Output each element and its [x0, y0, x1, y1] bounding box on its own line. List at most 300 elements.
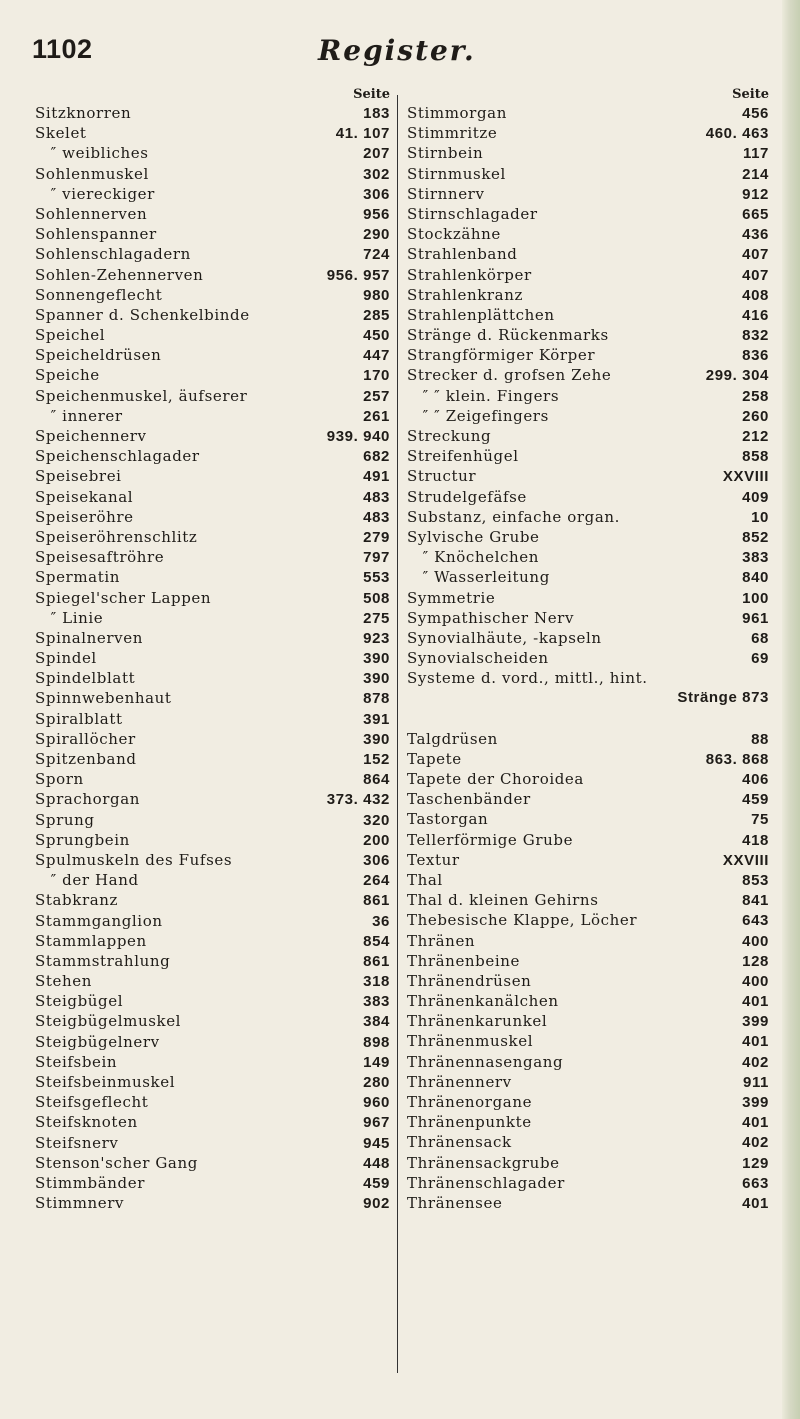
entry-term: Sprachorgan — [35, 790, 141, 809]
index-entry — [407, 890, 769, 910]
entry-pages: 279 — [363, 528, 390, 546]
entry-pages: 258 — [742, 387, 769, 405]
index-entry — [35, 527, 390, 547]
entry-pages: 207 — [363, 145, 390, 163]
entry-pages: 170 — [363, 367, 390, 385]
entry-term: Symmetrie — [407, 588, 496, 607]
entry-pages: 88 — [751, 730, 769, 748]
index-entry — [35, 547, 390, 567]
entry-pages: 864 — [363, 771, 390, 789]
index-entry — [35, 1052, 390, 1072]
entry-pages: 68 — [751, 629, 769, 647]
index-entry — [407, 1112, 769, 1132]
index-entry — [407, 1011, 769, 1031]
entry-pages: 264 — [363, 872, 390, 890]
index-entry — [407, 588, 769, 608]
entry-term: Strecker d. grofsen Zehe — [407, 366, 612, 385]
entry-pages: 408 — [742, 286, 769, 304]
entry-term: Streifenhügel — [407, 447, 519, 466]
index-entry — [407, 204, 769, 224]
entry-term: Spindelblatt — [35, 669, 136, 688]
entry-pages: 129 — [742, 1154, 769, 1172]
column-divider — [397, 95, 398, 1373]
entry-term: Speiche — [35, 366, 100, 385]
entry-pages: 290 — [363, 226, 390, 244]
entry-pages: 260 — [742, 407, 769, 425]
index-entry — [35, 305, 390, 325]
index-entry — [35, 830, 390, 850]
entry-pages: 257 — [363, 387, 390, 405]
index-entry — [35, 103, 390, 123]
entry-term: Steifsbeinmuskel — [35, 1073, 176, 1091]
entry-pages: 402 — [742, 1053, 769, 1071]
running-title: Register. — [318, 34, 476, 67]
index-entry — [407, 265, 769, 285]
entry-term: Sylvische Grube — [407, 527, 540, 546]
entry-pages: 797 — [363, 549, 390, 567]
index-entry — [35, 870, 390, 890]
index-entry — [407, 830, 769, 850]
entry-pages: 212 — [742, 428, 769, 445]
entry-term: Stabkranz — [35, 891, 119, 910]
column-header: Seite — [732, 87, 769, 102]
entry-pages: 400 — [742, 932, 769, 950]
entry-term: Sonnengeflecht — [35, 285, 163, 304]
entry-term: Speisekanal — [35, 487, 134, 506]
entry-pages: 41. 107 — [335, 125, 390, 143]
entry-term: Spulmuskeln des Fufses — [35, 850, 233, 869]
entry-pages: 836 — [742, 347, 769, 365]
entry-pages: 401 — [742, 1194, 769, 1212]
index-entry — [407, 1132, 769, 1152]
index-entry — [35, 567, 390, 587]
index-entry — [35, 588, 390, 608]
index-entry — [35, 1032, 390, 1052]
index-entry — [35, 890, 390, 910]
index-entry — [407, 809, 769, 829]
entry-term: Thränendrüsen — [407, 971, 532, 990]
index-entry — [35, 789, 390, 809]
index-entry — [407, 910, 769, 930]
index-entry — [35, 244, 390, 264]
index-entry — [35, 971, 390, 991]
entry-term: Speiseröhrenschlitz — [35, 527, 198, 546]
entry-term: ″ ″ klein. Fingers — [407, 386, 560, 405]
entry-pages: 841 — [742, 892, 769, 910]
entry-pages: 306 — [363, 185, 390, 203]
entry-pages: 491 — [363, 468, 390, 486]
entry-term: Stimmritze — [407, 124, 498, 143]
entry-term: ″ Wasserleitung — [407, 568, 550, 587]
entry-pages: 682 — [363, 448, 390, 466]
entry-term: Sohlenschlagadern — [35, 245, 191, 264]
index-entry — [35, 729, 390, 749]
entry-pages: 36 — [372, 912, 390, 930]
entry-pages: 400 — [742, 972, 769, 990]
index-entry — [407, 1031, 769, 1051]
entry-term: Thränenbeine — [407, 951, 520, 970]
index-entry — [407, 749, 769, 769]
entry-pages: 861 — [363, 892, 390, 910]
entry-term: Tellerförmige Grube — [407, 830, 574, 849]
index-entry — [407, 224, 769, 244]
entry-term: Thebesische Klappe, Löcher — [407, 911, 638, 930]
index-entry — [35, 648, 390, 668]
index-entry — [407, 628, 769, 648]
index-entry — [35, 1173, 390, 1193]
index-entry — [407, 345, 769, 365]
index-entry — [407, 365, 769, 385]
entry-pages: 200 — [363, 831, 390, 849]
entry-term: Synovialscheiden — [407, 649, 549, 668]
entry-term: Steifsnerv — [35, 1133, 119, 1152]
entry-pages: 299. 304 — [705, 367, 769, 385]
entry-term: Thränenpunkte — [407, 1113, 532, 1132]
entry-pages: 409 — [742, 488, 769, 506]
entry-pages: 418 — [742, 831, 769, 849]
index-entry — [407, 466, 769, 486]
index-entry — [407, 648, 769, 668]
entry-term: Spinalnerven — [35, 628, 143, 647]
entry-term: Thränenmuskel — [407, 1032, 534, 1051]
index-entry — [407, 123, 769, 143]
entry-pages: 10 — [751, 508, 769, 526]
index-entry — [35, 123, 390, 143]
index-entry — [407, 103, 769, 123]
entry-term: Strahlenkranz — [407, 285, 523, 304]
index-entry — [35, 749, 390, 769]
entry-pages: 980 — [363, 286, 390, 304]
entry-pages: 852 — [742, 528, 769, 546]
entry-pages: 508 — [363, 589, 390, 607]
entry-term: Stehen — [35, 972, 92, 991]
entry-pages: 854 — [363, 932, 390, 950]
entry-term: Steifsknoten — [35, 1113, 138, 1132]
index-entry — [407, 285, 769, 305]
entry-pages: 75 — [751, 811, 769, 829]
entry-term: Thränenschlagader — [407, 1173, 565, 1192]
entry-pages: 665 — [742, 205, 769, 223]
entry-pages: 483 — [363, 488, 390, 506]
entry-pages: 384 — [363, 1013, 390, 1031]
entry-term: Streckung — [407, 427, 492, 445]
index-entry — [407, 1193, 769, 1213]
entry-term: Steigbügelnerv — [35, 1032, 160, 1051]
entry-term: Spirallöcher — [35, 729, 136, 748]
entry-term: Taschenbänder — [407, 790, 531, 809]
index-entry — [35, 1072, 390, 1092]
index-entry — [407, 951, 769, 971]
entry-pages: 961 — [742, 609, 769, 627]
entry-term: Speichel — [35, 326, 106, 345]
index-entry — [35, 265, 390, 285]
entry-term: Sohlen-Zehennerven — [35, 265, 204, 284]
entry-term: Thränensack — [407, 1133, 512, 1152]
index-entry — [407, 164, 769, 184]
index-entry — [35, 507, 390, 527]
entry-term: Speichennerv — [35, 427, 147, 445]
index-entry — [407, 1052, 769, 1072]
entry-term: Stimmnerv — [35, 1194, 125, 1213]
entry-term: Stirnbein — [407, 144, 484, 163]
entry-term: Spinnwebenhaut — [35, 689, 172, 708]
entry-pages: 858 — [742, 448, 769, 466]
entry-term: Sohlennerven — [35, 204, 148, 223]
entry-term: Tastorgan — [407, 810, 489, 829]
entry-pages: 945 — [363, 1134, 390, 1152]
index-entry — [35, 143, 390, 163]
index-entry — [407, 668, 769, 688]
entry-term: Thränenorgane — [407, 1093, 533, 1111]
column-header: Seite — [353, 87, 390, 102]
entry-term: Thränen — [407, 931, 476, 950]
index-entry — [35, 911, 390, 931]
entry-pages: 447 — [363, 347, 390, 365]
entry-term: Speichenmuskel, äufserer — [35, 386, 248, 405]
entry-pages: 117 — [743, 145, 769, 163]
entry-term: Sympathischer Nerv — [407, 608, 575, 627]
entry-pages: 724 — [363, 246, 390, 264]
entry-term: Spanner d. Schenkelbinde — [35, 305, 250, 324]
entry-term: Sohlenmuskel — [35, 164, 149, 183]
entry-term: Speiseröhre — [35, 507, 134, 526]
entry-pages: 280 — [363, 1074, 390, 1091]
entry-pages: 100 — [742, 589, 769, 607]
index-entry — [407, 991, 769, 1011]
entry-pages: 183 — [363, 105, 390, 122]
entry-pages: 853 — [742, 871, 769, 889]
index-entry — [407, 789, 769, 809]
index-entry — [35, 325, 390, 345]
entry-pages: 861 — [363, 952, 390, 970]
entry-term: ″ ″ Zeigefingers — [407, 406, 549, 425]
entry-pages: 967 — [363, 1114, 390, 1132]
index-entry — [407, 688, 769, 708]
entry-pages: 459 — [363, 1174, 390, 1192]
entry-list — [407, 103, 769, 1213]
entry-pages: 383 — [363, 993, 390, 1011]
index-entry — [35, 184, 390, 204]
entry-term: Stränge d. Rückenmarks — [407, 326, 609, 345]
entry-term: Steigbügel — [35, 992, 124, 1011]
index-entry — [407, 487, 769, 507]
index-entry — [407, 608, 769, 628]
entry-pages: 863. 868 — [705, 750, 769, 768]
entry-term: Stammlappen — [35, 931, 147, 950]
entry-term: Sohlenspanner — [35, 225, 157, 244]
entry-term: Sprung — [35, 810, 95, 829]
entry-pages: 306 — [363, 851, 390, 869]
index-entry — [407, 1072, 769, 1092]
entry-term: Stammstrahlung — [35, 951, 171, 970]
entry-term: Spindel — [35, 649, 97, 668]
entry-pages: 898 — [363, 1033, 390, 1051]
entry-term: Strudelgefäfse — [407, 487, 527, 506]
entry-term: Steigbügelmuskel — [35, 1012, 182, 1031]
entry-term: Talgdrüsen — [407, 729, 498, 748]
entry-pages: 406 — [742, 771, 769, 788]
entry-pages: 383 — [742, 549, 769, 567]
index-entry — [35, 426, 390, 446]
entry-pages: 214 — [742, 165, 769, 183]
entry-term: Thränennerv — [407, 1072, 512, 1091]
index-entry — [35, 487, 390, 507]
index-entry — [35, 769, 390, 789]
index-entry — [35, 850, 390, 870]
entry-pages: 149 — [363, 1053, 390, 1071]
entry-term: Speichenschlagader — [35, 447, 200, 466]
entry-pages: 302 — [363, 165, 390, 183]
index-entry — [35, 224, 390, 244]
index-entry — [407, 426, 769, 446]
entry-term: Synovialhäute, -kapseln — [407, 628, 602, 647]
index-entry — [407, 406, 769, 426]
entry-pages: 320 — [363, 811, 390, 829]
index-entry — [35, 951, 390, 971]
index-entry — [35, 668, 390, 688]
index-entry — [407, 567, 769, 587]
entry-pages: XXVIII — [722, 851, 769, 869]
entry-term: Sitzknorren — [35, 104, 132, 122]
entry-pages: 939. 940 — [326, 428, 390, 445]
entry-pages: 390 — [363, 650, 390, 668]
index-entry — [407, 769, 769, 789]
index-entry — [407, 971, 769, 991]
entry-pages: 912 — [742, 185, 769, 203]
entry-pages: 960 — [363, 1094, 390, 1112]
index-entry — [35, 204, 390, 224]
entry-term: Strahlenband — [407, 245, 518, 264]
index-entry — [407, 931, 769, 951]
index-entry — [407, 446, 769, 466]
index-entry — [35, 1011, 390, 1031]
entry-term: Thränennasengang — [407, 1052, 564, 1071]
index-entry — [407, 325, 769, 345]
entry-term: Spitzenband — [35, 750, 137, 768]
entry-term: Speisebrei — [35, 467, 122, 486]
entry-term: Speisesaftröhre — [35, 548, 165, 567]
index-entry — [407, 527, 769, 547]
entry-term: ″ der Hand — [35, 871, 139, 890]
index-entry — [35, 810, 390, 830]
index-column-right — [407, 86, 769, 1213]
index-entry — [35, 446, 390, 466]
entry-pages: 553 — [363, 569, 390, 587]
index-entry — [35, 1193, 390, 1213]
index-entry — [35, 1092, 390, 1112]
entry-pages: 373. 432 — [326, 791, 390, 809]
entry-pages: 128 — [742, 952, 769, 970]
index-entry — [35, 709, 390, 729]
index-entry — [35, 1133, 390, 1153]
index-entry — [35, 386, 390, 406]
index-entry — [35, 608, 390, 628]
entry-term: ″ weibliches — [35, 144, 149, 163]
index-entry — [407, 1153, 769, 1173]
entry-term: Stammganglion — [35, 911, 163, 930]
entry-term: Structur — [407, 467, 477, 486]
entry-term: Tapete der Choroidea — [407, 770, 584, 788]
index-entry — [35, 688, 390, 708]
entry-pages: 399 — [742, 1013, 769, 1031]
index-entry — [35, 466, 390, 486]
entry-pages: 448 — [363, 1154, 390, 1172]
entry-pages: 450 — [363, 327, 390, 345]
entry-pages: 261 — [363, 407, 390, 425]
index-entry — [407, 1092, 769, 1112]
entry-pages: 390 — [363, 730, 390, 748]
entry-term: Strangförmiger Körper — [407, 346, 596, 365]
entry-term: Stirnnerv — [407, 184, 485, 203]
entry-term: Spermatin — [35, 568, 120, 587]
entry-pages: 460. 463 — [705, 125, 769, 143]
entry-term: Thränensackgrube — [407, 1153, 560, 1172]
entry-term: ″ innerer — [35, 406, 123, 425]
entry-pages: 436 — [742, 226, 769, 244]
entry-pages: 401 — [742, 1114, 769, 1132]
entry-term: ″ viereckiger — [35, 184, 155, 203]
index-entry — [407, 870, 769, 890]
entry-term: Stirnschlagader — [407, 204, 538, 223]
index-entry — [407, 507, 769, 527]
index-entry — [35, 1112, 390, 1132]
entry-pages: 401 — [742, 1033, 769, 1051]
index-entry — [35, 164, 390, 184]
entry-pages: 878 — [363, 690, 390, 708]
entry-pages: 832 — [742, 327, 769, 345]
index-entry — [407, 143, 769, 163]
entry-pages: 840 — [742, 569, 769, 587]
entry-term: Thal d. kleinen Gehirns — [407, 891, 599, 910]
entry-term: ″ Knöchelchen — [407, 548, 540, 567]
entry-pages: 456 — [742, 105, 769, 122]
entry-term: Thal — [407, 870, 443, 889]
entry-pages: 407 — [742, 246, 769, 264]
index-entry — [35, 285, 390, 305]
index-entry — [407, 244, 769, 264]
entry-term: Textur — [407, 850, 460, 869]
entry-term: Substanz, einfache organ. — [407, 507, 621, 526]
page-number: 1102 — [32, 34, 93, 64]
index-entry — [407, 386, 769, 406]
entry-pages: 923 — [363, 629, 390, 647]
entry-pages: 285 — [363, 306, 390, 324]
entry-list — [35, 103, 390, 1213]
index-entry — [35, 365, 390, 385]
entry-pages: 390 — [363, 670, 390, 688]
entry-pages: 69 — [751, 650, 769, 668]
entry-pages: 391 — [363, 710, 390, 728]
entry-term: Thränenkanälchen — [407, 992, 559, 1011]
entry-term: Stenson'scher Gang — [35, 1153, 198, 1172]
entry-term: Systeme d. vord., mittl., hint. — [407, 669, 648, 688]
entry-term: Stirnmuskel — [407, 164, 506, 183]
entry-pages: 401 — [742, 993, 769, 1011]
entry-pages: Stränge 873 — [677, 689, 769, 707]
entry-term: Strahlenplättchen — [407, 305, 555, 324]
entry-term: Strahlenkörper — [407, 265, 532, 284]
index-column-left — [35, 86, 390, 1213]
entry-term: Sprungbein — [35, 830, 130, 849]
index-entry — [407, 547, 769, 567]
entry-term: Stockzähne — [407, 225, 501, 244]
index-entry — [35, 345, 390, 365]
index-entry — [407, 305, 769, 325]
entry-term: Steifsgeflecht — [35, 1093, 149, 1112]
index-entry — [35, 931, 390, 951]
entry-pages: 407 — [742, 266, 769, 284]
entry-term: Thränensee — [407, 1193, 503, 1212]
